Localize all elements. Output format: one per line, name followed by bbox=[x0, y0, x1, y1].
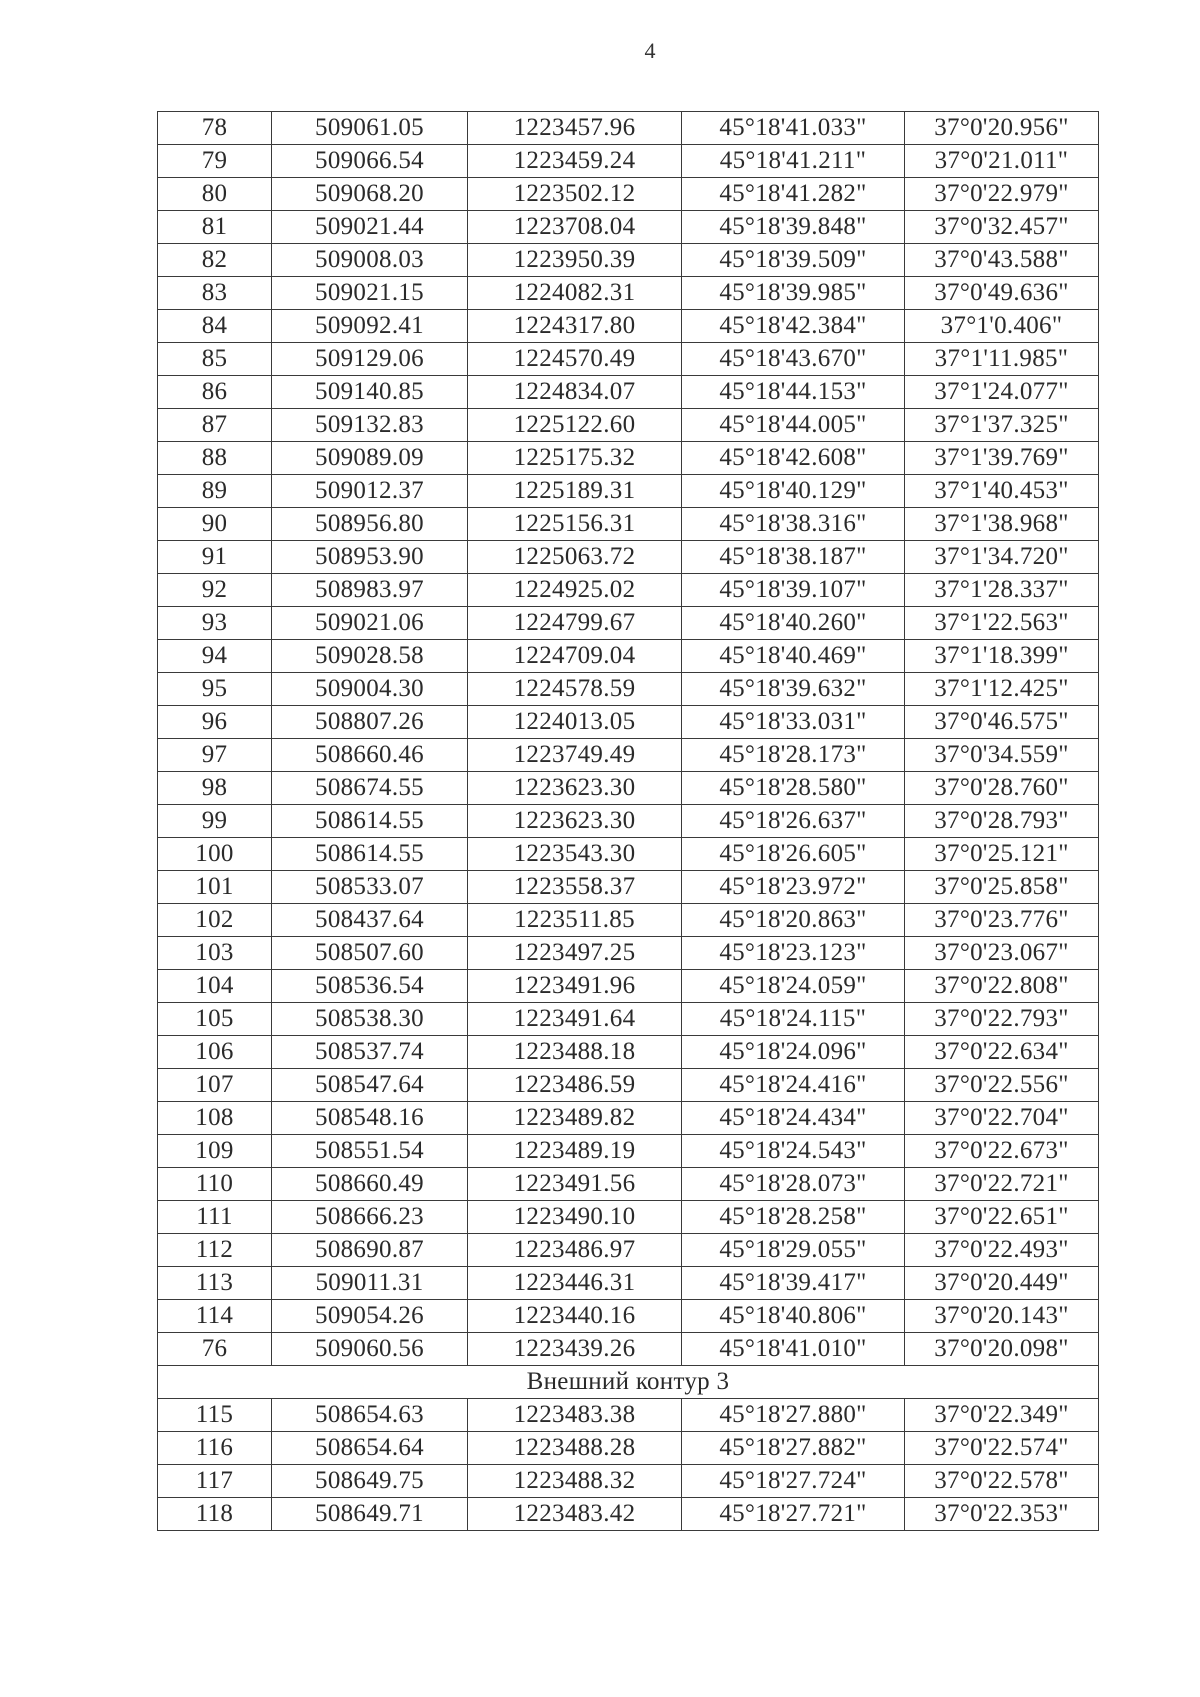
x-coordinate-cell: 508538.30 bbox=[272, 1003, 468, 1036]
longitude-cell: 37°0'22.793" bbox=[905, 1003, 1099, 1036]
table-row bbox=[158, 1300, 1099, 1333]
point-number-cell: 98 bbox=[158, 772, 272, 805]
table-row bbox=[158, 1069, 1099, 1102]
y-coordinate-cell: 1224578.59 bbox=[468, 673, 682, 706]
point-number-cell: 95 bbox=[158, 673, 272, 706]
x-coordinate-cell: 508654.63 bbox=[272, 1399, 468, 1432]
point-number-cell: 111 bbox=[158, 1201, 272, 1234]
table-row bbox=[158, 1465, 1099, 1498]
point-number-cell: 108 bbox=[158, 1102, 272, 1135]
table-row bbox=[158, 904, 1099, 937]
point-number-cell: 99 bbox=[158, 805, 272, 838]
x-coordinate-cell: 509004.30 bbox=[272, 673, 468, 706]
table-row bbox=[158, 310, 1099, 343]
longitude-cell: 37°0'28.760" bbox=[905, 772, 1099, 805]
section-label: Внешний контур 3 bbox=[158, 1366, 1099, 1399]
longitude-cell: 37°0'20.449" bbox=[905, 1267, 1099, 1300]
latitude-cell: 45°18'43.670" bbox=[682, 343, 905, 376]
x-coordinate-cell: 508649.71 bbox=[272, 1498, 468, 1531]
table-row bbox=[158, 970, 1099, 1003]
point-number-cell: 106 bbox=[158, 1036, 272, 1069]
table-row bbox=[158, 706, 1099, 739]
y-coordinate-cell: 1223497.25 bbox=[468, 937, 682, 970]
longitude-cell: 37°1'38.968" bbox=[905, 508, 1099, 541]
table-row bbox=[158, 1498, 1099, 1531]
y-coordinate-cell: 1223502.12 bbox=[468, 178, 682, 211]
table-body-main bbox=[158, 112, 1099, 1366]
latitude-cell: 45°18'42.384" bbox=[682, 310, 905, 343]
table-row bbox=[158, 1234, 1099, 1267]
table-body-contour-3 bbox=[158, 1399, 1099, 1531]
longitude-cell: 37°0'23.067" bbox=[905, 937, 1099, 970]
latitude-cell: 45°18'41.033" bbox=[682, 112, 905, 145]
y-coordinate-cell: 1223749.49 bbox=[468, 739, 682, 772]
longitude-cell: 37°0'23.776" bbox=[905, 904, 1099, 937]
latitude-cell: 45°18'42.608" bbox=[682, 442, 905, 475]
table-row bbox=[158, 1267, 1099, 1300]
latitude-cell: 45°18'28.073" bbox=[682, 1168, 905, 1201]
table-row bbox=[158, 145, 1099, 178]
x-coordinate-cell: 508956.80 bbox=[272, 508, 468, 541]
point-number-cell: 97 bbox=[158, 739, 272, 772]
y-coordinate-cell: 1224834.07 bbox=[468, 376, 682, 409]
longitude-cell: 37°0'22.353" bbox=[905, 1498, 1099, 1531]
section-row bbox=[158, 1366, 1099, 1399]
y-coordinate-cell: 1223486.97 bbox=[468, 1234, 682, 1267]
table-row bbox=[158, 739, 1099, 772]
table-row bbox=[158, 838, 1099, 871]
latitude-cell: 45°18'24.059" bbox=[682, 970, 905, 1003]
x-coordinate-cell: 509129.06 bbox=[272, 343, 468, 376]
latitude-cell: 45°18'28.258" bbox=[682, 1201, 905, 1234]
y-coordinate-cell: 1224925.02 bbox=[468, 574, 682, 607]
x-coordinate-cell: 509008.03 bbox=[272, 244, 468, 277]
x-coordinate-cell: 508537.74 bbox=[272, 1036, 468, 1069]
point-number-cell: 89 bbox=[158, 475, 272, 508]
latitude-cell: 45°18'24.115" bbox=[682, 1003, 905, 1036]
point-number-cell: 110 bbox=[158, 1168, 272, 1201]
table-row bbox=[158, 277, 1099, 310]
latitude-cell: 45°18'23.972" bbox=[682, 871, 905, 904]
y-coordinate-cell: 1223489.82 bbox=[468, 1102, 682, 1135]
table-row bbox=[158, 871, 1099, 904]
point-number-cell: 81 bbox=[158, 211, 272, 244]
longitude-cell: 37°0'22.578" bbox=[905, 1465, 1099, 1498]
table-row bbox=[158, 1432, 1099, 1465]
x-coordinate-cell: 508614.55 bbox=[272, 805, 468, 838]
y-coordinate-cell: 1224799.67 bbox=[468, 607, 682, 640]
table-row bbox=[158, 574, 1099, 607]
longitude-cell: 37°0'43.588" bbox=[905, 244, 1099, 277]
x-coordinate-cell: 508649.75 bbox=[272, 1465, 468, 1498]
table-row bbox=[158, 442, 1099, 475]
x-coordinate-cell: 509054.26 bbox=[272, 1300, 468, 1333]
y-coordinate-cell: 1223489.19 bbox=[468, 1135, 682, 1168]
point-number-cell: 96 bbox=[158, 706, 272, 739]
latitude-cell: 45°18'41.282" bbox=[682, 178, 905, 211]
y-coordinate-cell: 1223950.39 bbox=[468, 244, 682, 277]
latitude-cell: 45°18'27.721" bbox=[682, 1498, 905, 1531]
latitude-cell: 45°18'28.580" bbox=[682, 772, 905, 805]
table-row bbox=[158, 1003, 1099, 1036]
point-number-cell: 102 bbox=[158, 904, 272, 937]
longitude-cell: 37°1'40.453" bbox=[905, 475, 1099, 508]
latitude-cell: 45°18'27.724" bbox=[682, 1465, 905, 1498]
latitude-cell: 45°18'28.173" bbox=[682, 739, 905, 772]
longitude-cell: 37°0'20.098" bbox=[905, 1333, 1099, 1366]
point-number-cell: 90 bbox=[158, 508, 272, 541]
x-coordinate-cell: 508507.60 bbox=[272, 937, 468, 970]
table-row bbox=[158, 1168, 1099, 1201]
latitude-cell: 45°18'24.416" bbox=[682, 1069, 905, 1102]
longitude-cell: 37°1'24.077" bbox=[905, 376, 1099, 409]
coordinate-table bbox=[157, 111, 1099, 1531]
longitude-cell: 37°0'49.636" bbox=[905, 277, 1099, 310]
y-coordinate-cell: 1223459.24 bbox=[468, 145, 682, 178]
longitude-cell: 37°0'20.143" bbox=[905, 1300, 1099, 1333]
longitude-cell: 37°1'0.406" bbox=[905, 310, 1099, 343]
point-number-cell: 114 bbox=[158, 1300, 272, 1333]
y-coordinate-cell: 1225063.72 bbox=[468, 541, 682, 574]
table-row bbox=[158, 541, 1099, 574]
longitude-cell: 37°1'37.325" bbox=[905, 409, 1099, 442]
point-number-cell: 103 bbox=[158, 937, 272, 970]
latitude-cell: 45°18'24.096" bbox=[682, 1036, 905, 1069]
x-coordinate-cell: 508536.54 bbox=[272, 970, 468, 1003]
table-row bbox=[158, 1036, 1099, 1069]
y-coordinate-cell: 1223511.85 bbox=[468, 904, 682, 937]
point-number-cell: 116 bbox=[158, 1432, 272, 1465]
x-coordinate-cell: 509021.44 bbox=[272, 211, 468, 244]
y-coordinate-cell: 1224709.04 bbox=[468, 640, 682, 673]
latitude-cell: 45°18'41.211" bbox=[682, 145, 905, 178]
x-coordinate-cell: 509021.06 bbox=[272, 607, 468, 640]
point-number-cell: 113 bbox=[158, 1267, 272, 1300]
table-row bbox=[158, 1135, 1099, 1168]
y-coordinate-cell: 1223623.30 bbox=[468, 772, 682, 805]
table-row bbox=[158, 607, 1099, 640]
longitude-cell: 37°0'21.011" bbox=[905, 145, 1099, 178]
longitude-cell: 37°1'11.985" bbox=[905, 343, 1099, 376]
y-coordinate-cell: 1225189.31 bbox=[468, 475, 682, 508]
x-coordinate-cell: 508953.90 bbox=[272, 541, 468, 574]
point-number-cell: 92 bbox=[158, 574, 272, 607]
x-coordinate-cell: 508547.64 bbox=[272, 1069, 468, 1102]
latitude-cell: 45°18'44.005" bbox=[682, 409, 905, 442]
x-coordinate-cell: 508983.97 bbox=[272, 574, 468, 607]
y-coordinate-cell: 1223543.30 bbox=[468, 838, 682, 871]
table-row bbox=[158, 937, 1099, 970]
point-number-cell: 86 bbox=[158, 376, 272, 409]
latitude-cell: 45°18'40.806" bbox=[682, 1300, 905, 1333]
longitude-cell: 37°0'22.673" bbox=[905, 1135, 1099, 1168]
y-coordinate-cell: 1223483.42 bbox=[468, 1498, 682, 1531]
point-number-cell: 107 bbox=[158, 1069, 272, 1102]
table-row bbox=[158, 244, 1099, 277]
longitude-cell: 37°0'20.956" bbox=[905, 112, 1099, 145]
latitude-cell: 45°18'29.055" bbox=[682, 1234, 905, 1267]
point-number-cell: 82 bbox=[158, 244, 272, 277]
y-coordinate-cell: 1223488.28 bbox=[468, 1432, 682, 1465]
x-coordinate-cell: 508437.64 bbox=[272, 904, 468, 937]
page-number: 4 bbox=[644, 38, 656, 63]
y-coordinate-cell: 1224317.80 bbox=[468, 310, 682, 343]
y-coordinate-cell: 1224013.05 bbox=[468, 706, 682, 739]
latitude-cell: 45°18'23.123" bbox=[682, 937, 905, 970]
latitude-cell: 45°18'39.509" bbox=[682, 244, 905, 277]
latitude-cell: 45°18'39.985" bbox=[682, 277, 905, 310]
longitude-cell: 37°1'39.769" bbox=[905, 442, 1099, 475]
point-number-cell: 117 bbox=[158, 1465, 272, 1498]
x-coordinate-cell: 508660.49 bbox=[272, 1168, 468, 1201]
x-coordinate-cell: 508807.26 bbox=[272, 706, 468, 739]
latitude-cell: 45°18'40.260" bbox=[682, 607, 905, 640]
longitude-cell: 37°1'22.563" bbox=[905, 607, 1099, 640]
latitude-cell: 45°18'40.469" bbox=[682, 640, 905, 673]
point-number-cell: 100 bbox=[158, 838, 272, 871]
point-number-cell: 84 bbox=[158, 310, 272, 343]
longitude-cell: 37°1'18.399" bbox=[905, 640, 1099, 673]
latitude-cell: 45°18'39.848" bbox=[682, 211, 905, 244]
x-coordinate-cell: 509068.20 bbox=[272, 178, 468, 211]
table-row bbox=[158, 376, 1099, 409]
longitude-cell: 37°0'25.858" bbox=[905, 871, 1099, 904]
x-coordinate-cell: 508654.64 bbox=[272, 1432, 468, 1465]
table-row bbox=[158, 475, 1099, 508]
x-coordinate-cell: 508674.55 bbox=[272, 772, 468, 805]
y-coordinate-cell: 1223488.18 bbox=[468, 1036, 682, 1069]
latitude-cell: 45°18'24.543" bbox=[682, 1135, 905, 1168]
x-coordinate-cell: 508666.23 bbox=[272, 1201, 468, 1234]
latitude-cell: 45°18'39.417" bbox=[682, 1267, 905, 1300]
longitude-cell: 37°0'46.575" bbox=[905, 706, 1099, 739]
point-number-cell: 118 bbox=[158, 1498, 272, 1531]
longitude-cell: 37°1'28.337" bbox=[905, 574, 1099, 607]
table-row bbox=[158, 508, 1099, 541]
table-row bbox=[158, 178, 1099, 211]
point-number-cell: 115 bbox=[158, 1399, 272, 1432]
longitude-cell: 37°1'34.720" bbox=[905, 541, 1099, 574]
x-coordinate-cell: 509132.83 bbox=[272, 409, 468, 442]
longitude-cell: 37°0'22.349" bbox=[905, 1399, 1099, 1432]
latitude-cell: 45°18'20.863" bbox=[682, 904, 905, 937]
x-coordinate-cell: 508614.55 bbox=[272, 838, 468, 871]
x-coordinate-cell: 509060.56 bbox=[272, 1333, 468, 1366]
longitude-cell: 37°1'12.425" bbox=[905, 673, 1099, 706]
y-coordinate-cell: 1223491.56 bbox=[468, 1168, 682, 1201]
point-number-cell: 79 bbox=[158, 145, 272, 178]
y-coordinate-cell: 1223623.30 bbox=[468, 805, 682, 838]
y-coordinate-cell: 1223457.96 bbox=[468, 112, 682, 145]
latitude-cell: 45°18'39.107" bbox=[682, 574, 905, 607]
point-number-cell: 93 bbox=[158, 607, 272, 640]
latitude-cell: 45°18'26.637" bbox=[682, 805, 905, 838]
latitude-cell: 45°18'27.880" bbox=[682, 1399, 905, 1432]
y-coordinate-cell: 1223440.16 bbox=[468, 1300, 682, 1333]
x-coordinate-cell: 509089.09 bbox=[272, 442, 468, 475]
longitude-cell: 37°0'22.634" bbox=[905, 1036, 1099, 1069]
longitude-cell: 37°0'22.651" bbox=[905, 1201, 1099, 1234]
latitude-cell: 45°18'40.129" bbox=[682, 475, 905, 508]
latitude-cell: 45°18'27.882" bbox=[682, 1432, 905, 1465]
x-coordinate-cell: 509011.31 bbox=[272, 1267, 468, 1300]
point-number-cell: 78 bbox=[158, 112, 272, 145]
latitude-cell: 45°18'38.187" bbox=[682, 541, 905, 574]
y-coordinate-cell: 1225175.32 bbox=[468, 442, 682, 475]
longitude-cell: 37°0'25.121" bbox=[905, 838, 1099, 871]
x-coordinate-cell: 508551.54 bbox=[272, 1135, 468, 1168]
y-coordinate-cell: 1225122.60 bbox=[468, 409, 682, 442]
longitude-cell: 37°0'22.574" bbox=[905, 1432, 1099, 1465]
table-row bbox=[158, 343, 1099, 376]
point-number-cell: 101 bbox=[158, 871, 272, 904]
y-coordinate-cell: 1223491.64 bbox=[468, 1003, 682, 1036]
x-coordinate-cell: 509021.15 bbox=[272, 277, 468, 310]
table-row bbox=[158, 211, 1099, 244]
table-row bbox=[158, 112, 1099, 145]
table-row bbox=[158, 1399, 1099, 1432]
longitude-cell: 37°0'22.721" bbox=[905, 1168, 1099, 1201]
point-number-cell: 83 bbox=[158, 277, 272, 310]
x-coordinate-cell: 509061.05 bbox=[272, 112, 468, 145]
point-number-cell: 105 bbox=[158, 1003, 272, 1036]
longitude-cell: 37°0'22.493" bbox=[905, 1234, 1099, 1267]
y-coordinate-cell: 1223483.38 bbox=[468, 1399, 682, 1432]
longitude-cell: 37°0'22.704" bbox=[905, 1102, 1099, 1135]
longitude-cell: 37°0'34.559" bbox=[905, 739, 1099, 772]
table-row bbox=[158, 1333, 1099, 1366]
x-coordinate-cell: 508660.46 bbox=[272, 739, 468, 772]
point-number-cell: 85 bbox=[158, 343, 272, 376]
y-coordinate-cell: 1224570.49 bbox=[468, 343, 682, 376]
longitude-cell: 37°0'22.808" bbox=[905, 970, 1099, 1003]
y-coordinate-cell: 1223491.96 bbox=[468, 970, 682, 1003]
table-row bbox=[158, 1102, 1099, 1135]
y-coordinate-cell: 1223488.32 bbox=[468, 1465, 682, 1498]
point-number-cell: 112 bbox=[158, 1234, 272, 1267]
y-coordinate-cell: 1223708.04 bbox=[468, 211, 682, 244]
table-row bbox=[158, 772, 1099, 805]
latitude-cell: 45°18'44.153" bbox=[682, 376, 905, 409]
table-row bbox=[158, 1201, 1099, 1234]
latitude-cell: 45°18'41.010" bbox=[682, 1333, 905, 1366]
y-coordinate-cell: 1223446.31 bbox=[468, 1267, 682, 1300]
y-coordinate-cell: 1223486.59 bbox=[468, 1069, 682, 1102]
latitude-cell: 45°18'33.031" bbox=[682, 706, 905, 739]
table-row bbox=[158, 805, 1099, 838]
point-number-cell: 88 bbox=[158, 442, 272, 475]
table-row bbox=[158, 673, 1099, 706]
point-number-cell: 80 bbox=[158, 178, 272, 211]
table-section-header bbox=[158, 1366, 1099, 1399]
y-coordinate-cell: 1223439.26 bbox=[468, 1333, 682, 1366]
latitude-cell: 45°18'26.605" bbox=[682, 838, 905, 871]
longitude-cell: 37°0'22.979" bbox=[905, 178, 1099, 211]
y-coordinate-cell: 1224082.31 bbox=[468, 277, 682, 310]
point-number-cell: 109 bbox=[158, 1135, 272, 1168]
longitude-cell: 37°0'28.793" bbox=[905, 805, 1099, 838]
x-coordinate-cell: 509012.37 bbox=[272, 475, 468, 508]
x-coordinate-cell: 508690.87 bbox=[272, 1234, 468, 1267]
x-coordinate-cell: 508533.07 bbox=[272, 871, 468, 904]
x-coordinate-cell: 509140.85 bbox=[272, 376, 468, 409]
point-number-cell: 76 bbox=[158, 1333, 272, 1366]
latitude-cell: 45°18'39.632" bbox=[682, 673, 905, 706]
table-row bbox=[158, 640, 1099, 673]
table-row bbox=[158, 409, 1099, 442]
point-number-cell: 104 bbox=[158, 970, 272, 1003]
y-coordinate-cell: 1225156.31 bbox=[468, 508, 682, 541]
point-number-cell: 94 bbox=[158, 640, 272, 673]
x-coordinate-cell: 509028.58 bbox=[272, 640, 468, 673]
point-number-cell: 87 bbox=[158, 409, 272, 442]
x-coordinate-cell: 508548.16 bbox=[272, 1102, 468, 1135]
x-coordinate-cell: 509092.41 bbox=[272, 310, 468, 343]
y-coordinate-cell: 1223558.37 bbox=[468, 871, 682, 904]
x-coordinate-cell: 509066.54 bbox=[272, 145, 468, 178]
longitude-cell: 37°0'32.457" bbox=[905, 211, 1099, 244]
longitude-cell: 37°0'22.556" bbox=[905, 1069, 1099, 1102]
latitude-cell: 45°18'38.316" bbox=[682, 508, 905, 541]
latitude-cell: 45°18'24.434" bbox=[682, 1102, 905, 1135]
y-coordinate-cell: 1223490.10 bbox=[468, 1201, 682, 1234]
point-number-cell: 91 bbox=[158, 541, 272, 574]
